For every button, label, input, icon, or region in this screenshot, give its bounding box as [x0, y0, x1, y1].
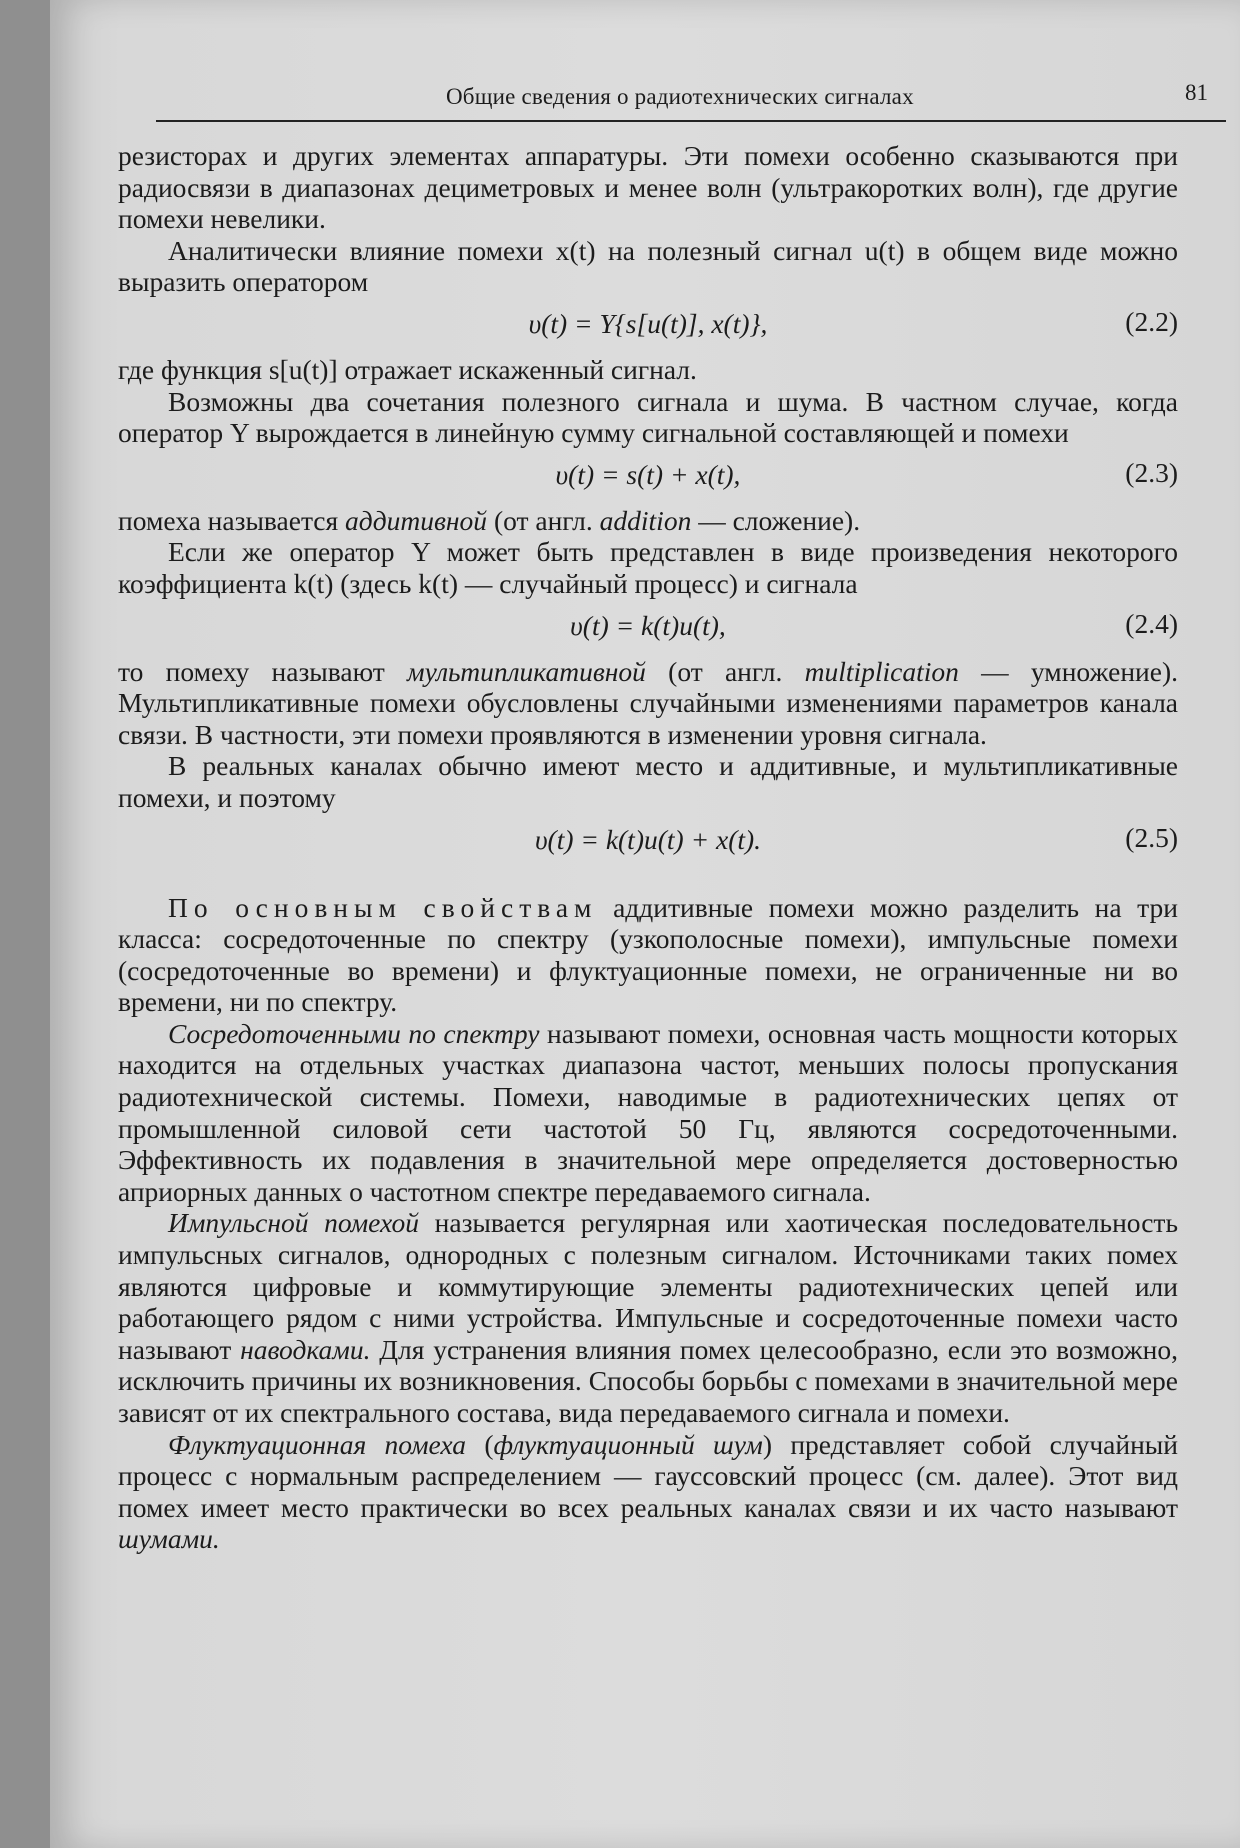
- paragraph: Возможны два сочетания полезного сигнала и шума. В частном случае, когда оператор Y вырождается в линейную сумму сигнальной составляющей и помехи: [118, 385, 1178, 449]
- paragraph: где функция s[u(t)] отражает искаженный сигнал.: [118, 353, 697, 385]
- spaced-heading: По основным свойствам: [168, 891, 598, 923]
- equation-number: (2.5): [1125, 821, 1178, 853]
- paragraph: Флуктуационная помеха (флуктуационный шум) представляет собой случайный процесс с нормальным распределением — гауссовский процесс (см. далее). Этот вид помех имеет место практически во всех реальных каналах связи и их часто называют шумами.: [118, 1428, 1179, 1555]
- term-additive: аддитивной: [345, 504, 488, 536]
- equation-expression: υ(t) = k(t)u(t) + x(t).: [534, 823, 762, 855]
- running-title: Общие сведения о радиотехнических сигналах: [446, 84, 914, 109]
- equation-expression: υ(t) = s(t) + x(t),: [555, 458, 741, 490]
- equation-expression: υ(t) = k(t)u(t),: [570, 609, 726, 641]
- equation-2-4: [118, 606, 1178, 650]
- paragraph: резисторах и других элементах аппаратуры. Эти помехи особенно сказываются при радиосвязи в диапазонах дециметровых и менее волн (ультракоротких волн), где другие помехи невелики.: [118, 140, 1178, 235]
- paragraph: Импульсной помехой называется регулярная или хаотическая последовательность импульсных сигналов, однородных с полезным сигналом. Источниками таких помех являются цифровые и коммутирующие элементы радиотехнических цепей или работающего рядом с ними устройства. Импульсные и сосредоточенные помехи часто называют наводками. Для устранения влияния помех целесообразно, если это возможно, исключить причины их возникновения. Способы борьбы с помехами в значительной мере зависят от их спектрального состава, вида передаваемого сигнала и помехи.: [118, 1207, 1178, 1428]
- body-text: [118, 140, 1178, 1555]
- equation-expression: υ(t) = Y{s[u(t)], x(t)},: [528, 307, 768, 339]
- term-fluctuation: Флуктуационная помеха: [168, 1428, 466, 1460]
- paragraph: Если же оператор Y может быть представлен в виде произведения некоторого коэффициента k(t) (здесь k(t) — случайный процесс) и сигнала: [118, 536, 1178, 599]
- equation-2-2: [118, 304, 1178, 348]
- paragraph: помеха называется аддитивной (от англ. addition — сложение).: [118, 504, 861, 536]
- term-concentrated: Сосредоточенными по спектру: [168, 1017, 540, 1049]
- page-header: [156, 74, 1226, 122]
- term-pickup: наводками.: [240, 1333, 371, 1365]
- equation-number: (2.2): [1125, 305, 1178, 337]
- term-multiplicative: мультипликативной: [407, 655, 646, 687]
- equation-number: (2.3): [1125, 456, 1178, 488]
- equation-2-3: [118, 455, 1178, 499]
- paragraph: то помеху называют мультипликативной (от англ. multiplication — умножение). Мультипликативные помехи обусловлены случайными изменениями параметров канала связи. В частности, эти помехи проявляются в изменении уровня сигнала.: [118, 655, 1178, 750]
- paragraph: Сосредоточенными по спектру называют помехи, основная часть мощности которых находится на отдельных участках диапазона частот, меньших полосы пропускания радиотехнической системы. Помехи, наводимые в радиотехнических цепях от промышленной силовой сети частотой 50 Гц, являются сосредоточенными. Эффективность их подавления в значительной мере определяется достоверностью априорных данных о частотном спектре передаваемого сигнала.: [118, 1017, 1178, 1207]
- term-impulse: Импульсной помехой: [168, 1207, 419, 1239]
- equation-2-5: [118, 820, 1178, 864]
- paragraph: В реальных каналах обычно имеют место и аддитивные, и мультипликативные помехи, и поэтому: [118, 750, 1178, 813]
- paragraph: Аналитически влияние помехи x(t) на полезный сигнал u(t) в общем виде можно выразить оператором: [118, 234, 1178, 298]
- paragraph: По основным свойствам аддитивные помехи можно разделить на три класса: сосредоточенные по спектру (узкополосные помехи), импульсные помехи (сосредоточенные во времени) и флуктуационные помехи, не ограниченные ни во времени, ни по спектру.: [118, 891, 1178, 1018]
- equation-number: (2.4): [1125, 607, 1178, 639]
- page-number: 81: [1185, 80, 1208, 105]
- term-noise: шумами.: [118, 1523, 220, 1555]
